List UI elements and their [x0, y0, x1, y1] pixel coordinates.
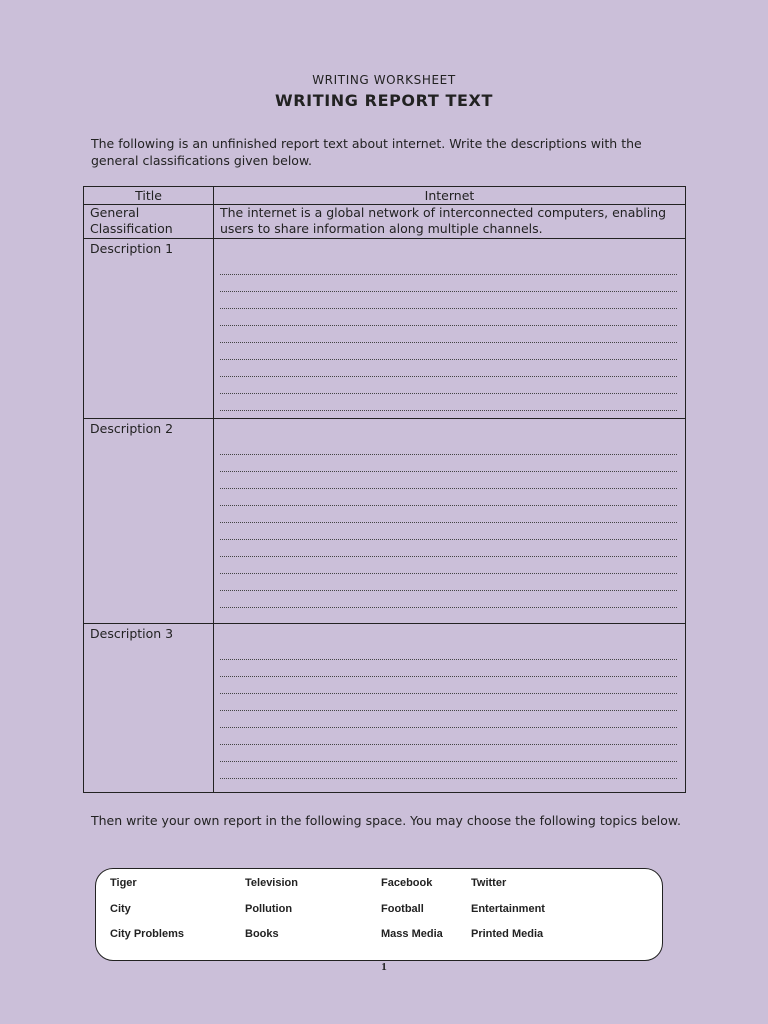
- report-table: [83, 186, 686, 793]
- dotted-writing-line: [220, 728, 677, 745]
- topic-item: Books: [245, 928, 279, 940]
- worksheet-title: WRITING REPORT TEXT: [274, 91, 494, 110]
- dotted-writing-line: [220, 506, 677, 523]
- topic-item: Pollution: [245, 903, 293, 915]
- dotted-writing-line: [220, 377, 677, 394]
- dotted-writing-line: [220, 557, 677, 574]
- description-row: [84, 239, 686, 419]
- general-classification-row: [84, 205, 686, 239]
- topic-item: Facebook: [381, 877, 433, 889]
- topic-item: City Problems: [110, 928, 184, 940]
- header-topic-cell: Internet: [214, 187, 686, 205]
- dotted-writing-line: [220, 343, 677, 360]
- topic-item: Printed Media: [471, 928, 544, 940]
- description-writing-area[interactable]: [214, 239, 686, 419]
- general-classification-text: The internet is a global network of interconnected computers, enabling users to share information along multiple channels.: [214, 205, 686, 239]
- dotted-writing-line: [220, 326, 677, 343]
- description-label: Description 3: [90, 626, 174, 641]
- dotted-writing-line: [220, 523, 677, 540]
- dotted-writing-line: [220, 711, 677, 728]
- dotted-writing-line: [220, 489, 677, 506]
- general-classification-label: General Classification: [84, 205, 214, 239]
- topic-item: Twitter: [471, 877, 507, 889]
- description-row: [84, 624, 686, 793]
- topic-item: Football: [381, 903, 424, 915]
- dotted-writing-line: [220, 745, 677, 762]
- header-title-cell: Title: [84, 187, 214, 205]
- topic-item: Television: [245, 877, 298, 889]
- dotted-writing-line: [220, 540, 677, 557]
- worksheet-subtitle: WRITING WORKSHEET: [312, 73, 456, 87]
- description-row: [84, 419, 686, 624]
- topics-box: [95, 868, 663, 961]
- description-writing-area[interactable]: [214, 624, 686, 793]
- dotted-writing-line: [220, 394, 677, 411]
- dotted-writing-line: [220, 292, 677, 309]
- description-label: Description 2: [90, 421, 174, 436]
- dotted-writing-line: [220, 360, 677, 377]
- dotted-writing-line: [220, 660, 677, 677]
- description-label: Description 1: [90, 241, 174, 256]
- topic-item: Mass Media: [381, 928, 443, 940]
- dotted-writing-line: [220, 762, 677, 779]
- table-header-row: [84, 187, 686, 205]
- topic-item: City: [110, 903, 131, 915]
- dotted-writing-line: [220, 275, 677, 292]
- topic-item: Tiger: [110, 877, 137, 889]
- topic-item: Entertainment: [471, 903, 545, 915]
- intro-paragraph: The following is an unfinished report text about internet. Write the descriptions with the general classifications given below.: [91, 136, 642, 168]
- dotted-writing-line: [220, 472, 677, 489]
- page-number: 1: [381, 961, 387, 973]
- dotted-writing-line: [220, 309, 677, 326]
- dotted-writing-line: [220, 591, 677, 608]
- dotted-writing-line: [220, 677, 677, 694]
- dotted-writing-line: [220, 438, 677, 455]
- outro-paragraph: Then write your own report in the following space. You may choose the following topics below.: [91, 813, 681, 828]
- dotted-writing-line: [220, 574, 677, 591]
- description-writing-area[interactable]: [214, 419, 686, 624]
- dotted-writing-line: [220, 258, 677, 275]
- dotted-writing-line: [220, 455, 677, 472]
- dotted-writing-line: [220, 643, 677, 660]
- dotted-writing-line: [220, 694, 677, 711]
